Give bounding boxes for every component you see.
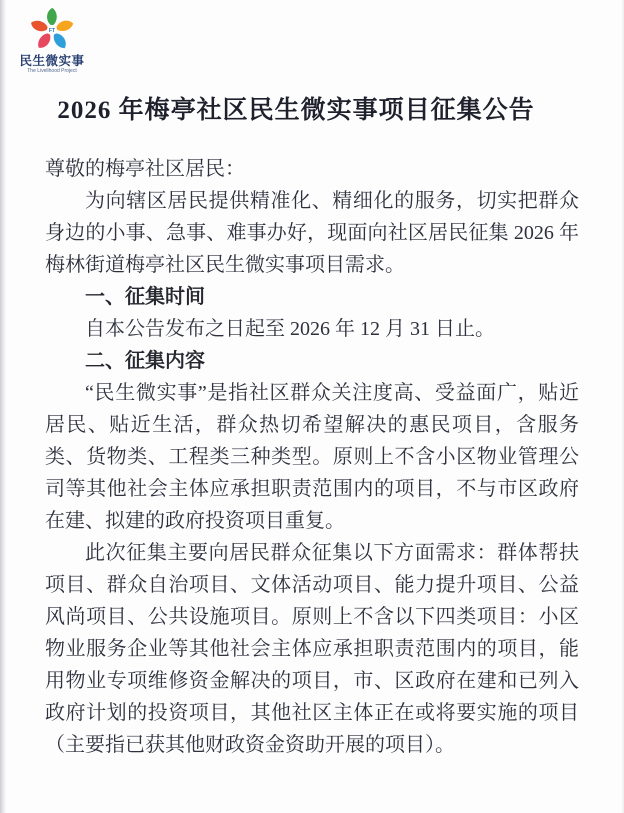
notice-title: 2026 年梅亭社区民生微实事项目征集公告 [57,97,535,124]
logo-tagline: The Livelihood Project [27,68,77,74]
section-2-heading: 二、征集内容 [85,350,205,372]
logo-monogram: FT [48,27,56,34]
pinwheel-flower-icon [25,6,79,54]
salutation: 尊敬的梅亭社区居民： [45,158,245,180]
notice-body [45,153,579,761]
program-logo [13,6,91,74]
section-2-paragraph-2: 此次征集主要向居民群众征集以下方面需求：群体帮扶项目、群众自治项目、文体活动项目、能力提升项目、公益风尚项目、公共设施项目。原则上不含以下四类项目：小区物业服务企业等其他社会主体应承担职责范围内的项目，能用物业专项维修资金解决的项目，市、区政府在建和已列入政府计划的投资项目，其他社区主体正在或将要实施的项目（主要指已获其他财政资金资助开展的项目）。 [45,542,579,756]
section-1-heading: 一、征集时间 [85,286,205,308]
section-1-body: 自本公告发布之日起至 2026 年 12 月 31 日止。 [85,318,495,340]
section-2-paragraph-1: “民生微实事”是指社区群众关注度高、受益面广，贴近居民、贴近生活，群众热切希望解决的惠民项目，含服务类、货物类、工程类三种类型。原则上不含小区物业管理公司等其他社会主体应承担职责范围内的项目，不与市区政府在建、拟建的政府投资项目重复。 [45,382,579,532]
intro-paragraph: 为向辖区居民提供精准化、精细化的服务，切实把群众身边的小事、急事、难事办好，现面向社区居民征集 2026 年梅林街道梅亭社区民生微实事项目需求。 [45,190,579,276]
logo-name: 民生微实事 [19,54,85,68]
